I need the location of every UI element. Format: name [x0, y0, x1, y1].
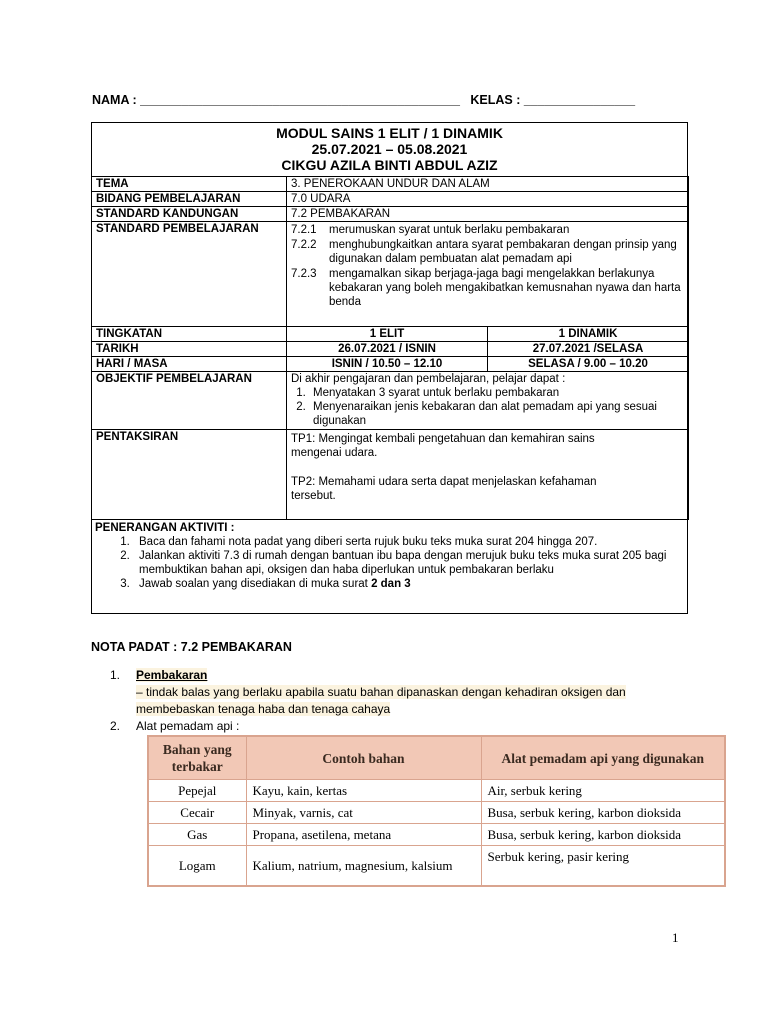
row-hari-masa: [92, 357, 689, 372]
nota-item-2: [110, 718, 690, 735]
row-tingkatan: [92, 327, 689, 342]
student-info-line: [92, 93, 635, 107]
module-title: MODUL SAINS 1 ELIT / 1 DINAMIK: [276, 125, 503, 141]
kelas-blank: ________________: [523, 93, 636, 107]
sk-label: STANDARD KANDUNGAN: [92, 207, 287, 222]
objektif-list: [291, 386, 684, 428]
row-pentaksiran: [92, 430, 689, 520]
aktiviti-3-text: Jawab soalan yang disediakan di muka surat: [139, 578, 372, 590]
row-extinguisher: Serbuk kering, pasir kering: [481, 846, 725, 886]
tarikh-class-1: 26.07.2021 / ISNIN: [287, 342, 488, 357]
module-info-table: [91, 176, 689, 520]
tingkatan-class-2: 1 DINAMIK: [488, 327, 689, 342]
row-standard-pembelajaran: [92, 222, 689, 327]
nota-item-1: [110, 667, 690, 684]
sp-item: [291, 223, 684, 237]
sp-text: menghubungkaitkan antara syarat pembakaran dengan prinsip yang digunakan dalam pembuatan alat pemadam api: [329, 239, 677, 265]
kelas-label: KELAS :: [470, 93, 521, 107]
sk-value: 7.2 PEMBAKARAN: [287, 207, 689, 222]
nota-item-2-number: 2.: [110, 719, 121, 733]
aktiviti-3-pages: 2 dan 3: [371, 578, 411, 590]
tingkatan-label: TINGKATAN: [92, 327, 287, 342]
module-teacher: CIKGU AZILA BINTI ABDUL AZIZ: [281, 157, 498, 173]
table-row: [148, 780, 725, 802]
row-extinguisher: Busa, serbuk kering, karbon dioksida: [481, 802, 725, 824]
sp-text: mengamalkan sikap berjaga-jaga bagi mengelakkan berlakunya kebakaran yang boleh mengakibatkan kemusnahan nyawa dan harta benda: [329, 268, 681, 308]
sp-code: 7.2.3: [291, 268, 317, 280]
sp-item: [291, 267, 684, 309]
tp2-text: TP2: Memahami udara serta dapat menjelaskan kefahaman tersebut.: [291, 476, 597, 502]
tarikh-label: TARIKH: [92, 342, 287, 357]
hari-label: HARI / MASA: [92, 357, 287, 372]
nota-list: [110, 667, 690, 735]
header-alat: Alat pemadam api yang digunakan: [481, 736, 725, 780]
aktiviti-section: [95, 521, 680, 591]
tingkatan-class-1: 1 ELIT: [287, 327, 488, 342]
table-row: [148, 846, 725, 886]
objektif-label: OBJEKTIF PEMBELAJARAN: [92, 372, 287, 430]
tema-value: 3. PENEROKAAN UNDUR DAN ALAM: [287, 177, 689, 192]
pentaksiran-content: [287, 430, 689, 520]
module-dates: 25.07.2021 – 05.08.2021: [311, 141, 468, 157]
aktiviti-list: [95, 535, 680, 591]
table-row: [148, 802, 725, 824]
row-examples: Propana, asetilena, metana: [246, 824, 481, 846]
pentaksiran-label: PENTAKSIRAN: [92, 430, 287, 520]
aktiviti-item: 1. Baca dan fahami nota padat yang diberi serta rujuk buku teks muka surat 204 hingga 207.: [133, 535, 680, 549]
sp-list: [287, 222, 689, 327]
objektif-item: 2. Menyenaraikan jenis kebakaran dan alat pemadam api yang sesuai digunakan: [309, 400, 684, 428]
row-tarikh: [92, 342, 689, 357]
pembakaran-definition-wrap: [110, 684, 690, 718]
aktiviti-label: PENERANGAN AKTIVITI :: [95, 522, 235, 534]
row-bidang: [92, 192, 689, 207]
header-bahan: Bahan yang terbakar: [148, 736, 246, 780]
nota-title: NOTA PADAT : 7.2 PEMBAKARAN: [91, 640, 292, 654]
objektif-content: [287, 372, 689, 430]
row-extinguisher: Busa, serbuk kering, karbon dioksida: [481, 824, 725, 846]
bidang-label: BIDANG PEMBELAJARAN: [92, 192, 287, 207]
sp-text: merumuskan syarat untuk berlaku pembakaran: [329, 224, 570, 236]
nota-item-1-number: 1.: [110, 668, 121, 682]
bidang-value: 7.0 UDARA: [287, 192, 689, 207]
pembakaran-heading: Pembakaran: [136, 668, 208, 682]
row-tema: [92, 177, 689, 192]
row-examples: Kalium, natrium, magnesium, kalsium: [246, 846, 481, 886]
objektif-item: 1. Menyatakan 3 syarat untuk berlaku pembakaran: [309, 386, 684, 400]
row-objektif: [92, 372, 689, 430]
header-contoh: Contoh bahan: [246, 736, 481, 780]
row-standard-kandungan: [92, 207, 689, 222]
aktiviti-item: 2. Jalankan aktiviti 7.3 di rumah dengan bantuan ibu bapa dengan merujuk buku teks muka surat 205 bagi membuktikan bahan api, oksigen dan haba diperlukan untuk pembakaran berlaku: [133, 549, 680, 577]
row-category: Pepejal: [148, 780, 246, 802]
alat-pemadam-label: Alat pemadam api :: [136, 719, 240, 733]
aktiviti-item: [133, 577, 680, 591]
row-category: Gas: [148, 824, 246, 846]
tema-label: TEMA: [92, 177, 287, 192]
pembakaran-definition: – tindak balas yang berlaku apabila suatu bahan dipanaskan dengan kehadiran oksigen dan membebaskan tenaga haba dan tenaga cahaya: [136, 685, 626, 716]
table-row: [148, 824, 725, 846]
nama-label: NAMA :: [92, 93, 137, 107]
sp-label: STANDARD PEMBELAJARAN: [92, 222, 287, 327]
row-category: Logam: [148, 846, 246, 886]
objektif-intro: Di akhir pengajaran dan pembelajaran, pelajar dapat :: [291, 373, 566, 385]
hari-class-2: SELASA / 9.00 – 10.20: [488, 357, 689, 372]
row-examples: Kayu, kain, kertas: [246, 780, 481, 802]
row-extinguisher: Air, serbuk kering: [481, 780, 725, 802]
hari-class-1: ISNIN / 10.50 – 12.10: [287, 357, 488, 372]
table-header-row: [148, 736, 725, 780]
sp-code: 7.2.2: [291, 239, 317, 251]
row-category: Cecair: [148, 802, 246, 824]
fire-extinguisher-table: [147, 735, 726, 887]
sp-item: [291, 238, 684, 266]
tarikh-class-2: 27.07.2021 /SELASA: [488, 342, 689, 357]
sp-code: 7.2.1: [291, 224, 317, 236]
tp1-text: TP1: Mengingat kembali pengetahuan dan kemahiran sains mengenai udara.: [291, 433, 595, 459]
nama-blank: ______________________________________________: [140, 93, 460, 107]
page-number: 1: [672, 930, 679, 945]
row-examples: Minyak, varnis, cat: [246, 802, 481, 824]
